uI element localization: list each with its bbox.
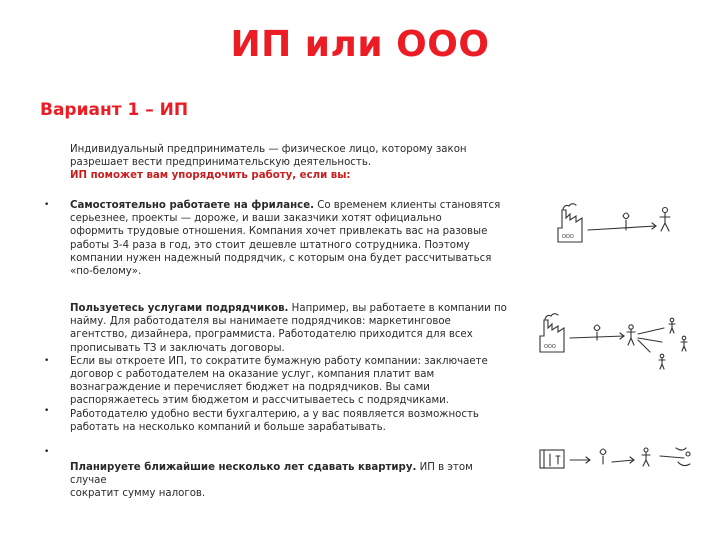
item-1-line-6: «по-белому». xyxy=(70,266,142,278)
item-2-line-2: найму. Для работодателя вы нанимаете подрядчиков: маркетинговое xyxy=(70,316,451,328)
item-3-line-2: сократит сумму налогов. xyxy=(70,488,206,500)
svg-text:ООО: ООО xyxy=(562,234,574,240)
item-2-bold: Пользуетесь услугами подрядчиков. xyxy=(70,303,289,314)
apartment-rent-illustration xyxy=(536,436,696,476)
item-1-line-4: работы 3-4 раза в год, это стоит дешевле штатного сотрудника. Поэтому xyxy=(70,239,470,251)
factory-worker-illustration xyxy=(548,196,688,266)
item-2-line-10: работать на несколько компаний и больше зарабатывать. xyxy=(70,421,386,433)
bullet-1: • xyxy=(44,200,50,210)
item-2-line-7: вознаграждение и перечисляет бюджет на подрядчиков. Вы сами xyxy=(70,382,430,394)
item-2-line-4: прописывать ТЗ и заключать договоры. xyxy=(70,342,285,354)
item-2-line-6: договор с работодателем на оказание услуг, компания платит вам xyxy=(70,369,435,381)
item-2-line-1: Например, вы работаете в компании по xyxy=(288,303,507,314)
item-2-line-5: Если вы откроете ИП, то сократите бумажную работу компании: заключаете xyxy=(70,355,488,367)
slide-subtitle: Вариант 1 – ИП xyxy=(40,100,189,120)
bullet-4: • xyxy=(44,447,50,457)
item-2-line-3: агентство, дизайнера, программиста. Работодателю приходится для всех xyxy=(70,329,473,341)
intro-line-2: разрешает вести предпринимательскую деятельность. xyxy=(70,157,372,169)
item-1-line-5: компании нужен надежный подрядчик, с которым она будет рассчитываться xyxy=(70,252,492,264)
intro-paragraph xyxy=(70,143,510,183)
item-1-line-2: серьезнее, проекты — дороже, и ваши заказчики хотят официально xyxy=(70,213,442,225)
item-1-bold: Самостоятельно работаете на фрилансе. xyxy=(70,200,314,211)
factory-contractors-illustration xyxy=(536,310,696,372)
item-3-bold: Планируете ближайшие несколько лет сдавать квартиру. xyxy=(70,462,417,473)
list-item-apartment xyxy=(70,461,510,501)
list-item-freelance xyxy=(70,199,510,278)
slide-title: ИП или ООО xyxy=(230,24,490,65)
list-item-contractors xyxy=(70,302,510,434)
bullet-3: • xyxy=(44,406,50,416)
item-2-line-9: Работодателю удобно вести бухгалтерию, а у вас появляется возможность xyxy=(70,408,479,420)
svg-text:ООО: ООО xyxy=(544,344,556,350)
item-1-line-3: оформить трудовые отношения. Компания хочет привлекать вас на разовые xyxy=(70,226,488,238)
item-1-line-1: Со временем клиенты становятся xyxy=(313,200,501,211)
bullet-2: • xyxy=(44,356,50,366)
intro-line-1: Индивидуальный предприниматель — физическое лицо, которому закон xyxy=(70,144,467,155)
item-3-line-1: ИП в этом случае xyxy=(70,462,473,487)
item-2-line-8: распоряжаетесь этим бюджетом и рассчитываетесь с подрядчиками. xyxy=(70,395,449,407)
intro-highlight: ИП поможет вам упорядочить работу, если вы: xyxy=(70,170,351,182)
